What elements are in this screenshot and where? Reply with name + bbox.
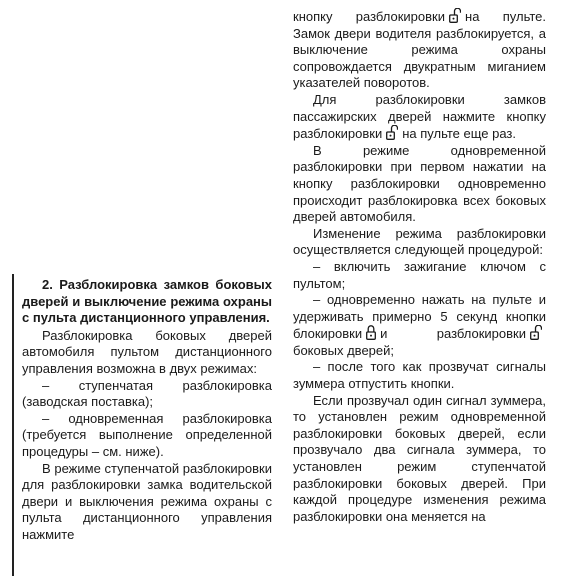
- paragraph-change-mode: Изменение режима разблокировки осуществляется следующей процедурой:: [293, 225, 546, 258]
- paragraph-buzzer-signals: Если прозвучал один сигнал зуммера, то установлен режим одновременной разблокировки боковых дверей, если прозвучало два сигнала зуммера, то установлен режим ступенчатой разблокировки боковых дверей. При каждой процедуре изменения режима разблокировки она меняется на: [293, 392, 546, 524]
- closed-padlock-icon: [366, 325, 376, 340]
- text-fragment: – одновременно нажать на пульте и удерживать примерно 5 секунд кнопки блокировки: [293, 292, 546, 342]
- paragraph-stepwise-mode: В режиме ступенчатой разблокировки для разблокировки замка водительской двери и выключения режима охраны с пульта дистанционного управления нажмите: [22, 460, 272, 542]
- paragraph-modes-intro: Разблокировка боковых дверей автомобиля пультом дистанционного управления возможна в двух режимах:: [22, 327, 272, 376]
- left-column: [22, 277, 272, 544]
- list-item-simultaneous: – одновременная разблокировка (требуется выполнение определенной процедуры – см. ниже).: [22, 410, 272, 459]
- section-heading: 2. Разблокировка замков боковых дверей и выключение режима охраны с пульта дистанционного управления.: [22, 277, 272, 326]
- right-column: [293, 8, 546, 525]
- paragraph-passenger-doors: [293, 92, 546, 143]
- list-item-release-buttons: – после того как прозвучат сигналы зуммера отпустить кнопки.: [293, 359, 546, 392]
- open-padlock-icon: [530, 325, 542, 340]
- text-fragment: кнопку разблокировки: [293, 9, 446, 24]
- text-fragment: боковых дверей;: [293, 342, 395, 358]
- column-divider-rule: [12, 274, 14, 576]
- open-padlock-icon: [449, 8, 461, 23]
- list-item-ignition: – включить зажигание ключом с пультом;: [293, 258, 546, 291]
- paragraph-simultaneous-mode: В режиме одновременной разблокировки при первом нажатии на кнопку разблокировки одновременно происходит разблокировка всех боковых дверей автомобиля.: [293, 142, 546, 225]
- text-fragment: на пульте еще раз.: [402, 126, 516, 142]
- text-fragment: Для разблокировки замков пассажирских дверей нажмите кнопку разблокировки: [293, 91, 546, 142]
- text-fragment: на пульте. Замок двери водителя разблокируется, а выключение режима охраны сопровождается двукратным миганием указателей поворотов.: [293, 9, 546, 91]
- text-fragment: и разблокировки: [380, 326, 526, 342]
- open-padlock-icon: [386, 125, 398, 140]
- list-item-stepwise: – ступенчатая разблокировка (заводская поставка);: [22, 377, 272, 410]
- list-item-press-buttons: [293, 292, 546, 359]
- paragraph-driver-door: [293, 8, 546, 92]
